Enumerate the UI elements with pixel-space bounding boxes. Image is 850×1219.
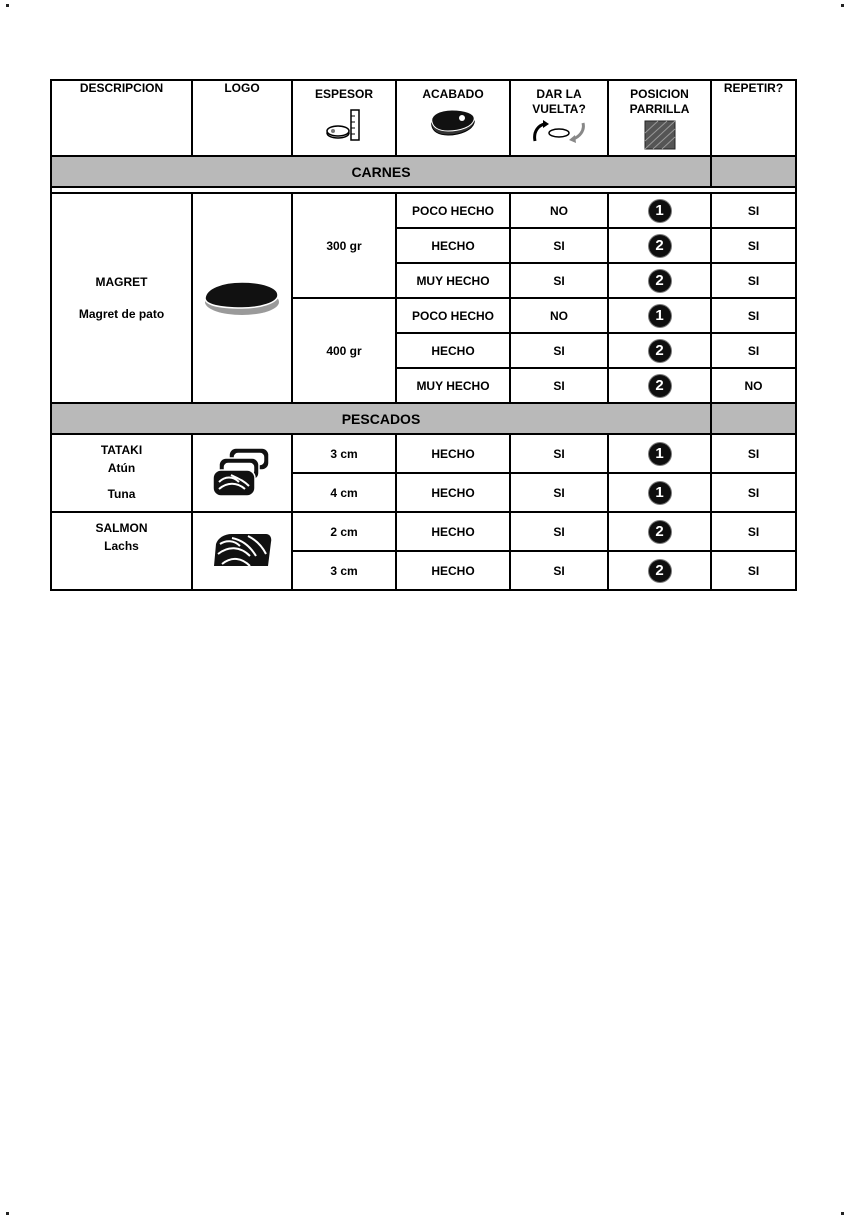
header-logo: LOGO [192,80,292,156]
description-tataki: TATAKI Atún Tuna [51,434,192,512]
repetir-cell: SI [711,263,796,298]
crop-mark [841,1212,844,1215]
crop-mark [841,4,844,7]
section-empty-cell [711,156,796,187]
description-salmon: SALMON Lachs [51,512,192,590]
vuelta-cell: NO [510,193,608,228]
repetir-cell: SI [711,512,796,551]
espesor-cell: 3 cm [292,434,396,473]
header-dar-la-vuelta: DAR LA VUELTA? [510,80,608,156]
position-badge: 1 [649,200,671,222]
acabado-cell: HECHO [396,551,510,590]
table-row [51,512,796,551]
posicion-cell [608,512,711,551]
ruler-steak-icon [324,108,364,142]
duck-breast-icon [202,276,282,320]
acabado-cell: HECHO [396,512,510,551]
logo-tataki [192,434,292,512]
header-repetir: REPETIR? [711,80,796,156]
espesor-cell: 2 cm [292,512,396,551]
header-acabado: ACABADO [396,80,510,156]
acabado-cell: HECHO [396,434,510,473]
section-title: PESCADOS [51,403,711,434]
posicion-cell [608,434,711,473]
posicion-cell [608,551,711,590]
weight-cell: 400 gr [292,298,396,403]
header-posicion-parrilla: POSICION PARRILLA [608,80,711,156]
section-carnes [51,156,796,187]
table-row [51,193,796,228]
position-badge: 2 [649,560,671,582]
description-magret: MAGRET Magret de pato [51,193,192,403]
vuelta-cell: SI [510,473,608,512]
vuelta-cell: SI [510,551,608,590]
posicion-cell [608,473,711,512]
cooking-table [50,79,797,591]
repetir-cell: SI [711,473,796,512]
section-empty-cell [711,403,796,434]
position-badge: 2 [649,375,671,397]
vuelta-cell: SI [510,333,608,368]
vuelta-cell: NO [510,298,608,333]
repetir-cell: NO [711,368,796,403]
position-badge: 2 [649,270,671,292]
salmon-fillet-icon [210,530,274,572]
acabado-cell: MUY HECHO [396,263,510,298]
logo-magret [192,193,292,403]
vuelta-cell: SI [510,368,608,403]
section-pescados [51,403,796,434]
acabado-cell: POCO HECHO [396,193,510,228]
vuelta-cell: SI [510,263,608,298]
posicion-cell [608,263,711,298]
vuelta-cell: SI [510,512,608,551]
weight-cell: 300 gr [292,193,396,298]
acabado-cell: HECHO [396,473,510,512]
posicion-cell [608,193,711,228]
position-badge: 2 [649,340,671,362]
acabado-cell: HECHO [396,333,510,368]
acabado-cell: POCO HECHO [396,298,510,333]
repetir-cell: SI [711,333,796,368]
header-row [51,80,796,156]
flip-steak-icon [531,119,587,145]
position-badge: 1 [649,305,671,327]
espesor-cell: 4 cm [292,473,396,512]
steak-icon [426,108,480,138]
vuelta-cell: SI [510,228,608,263]
crop-mark [6,1212,9,1215]
position-badge: 2 [649,521,671,543]
posicion-cell [608,298,711,333]
position-badge: 1 [649,443,671,465]
acabado-cell: HECHO [396,228,510,263]
repetir-cell: SI [711,193,796,228]
tuna-slices-icon [211,444,273,502]
position-badge: 2 [649,235,671,257]
acabado-cell: MUY HECHO [396,368,510,403]
section-title: CARNES [51,156,711,187]
espesor-cell: 3 cm [292,551,396,590]
posicion-cell [608,333,711,368]
header-espesor: ESPESOR [292,80,396,156]
repetir-cell: SI [711,298,796,333]
posicion-cell [608,228,711,263]
repetir-cell: SI [711,434,796,473]
grill-plate-icon [644,120,676,150]
posicion-cell [608,368,711,403]
repetir-cell: SI [711,228,796,263]
position-badge: 1 [649,482,671,504]
crop-mark [6,4,9,7]
header-descripcion: DESCRIPCION [51,80,192,156]
vuelta-cell: SI [510,434,608,473]
logo-salmon [192,512,292,590]
repetir-cell: SI [711,551,796,590]
table-row [51,434,796,473]
